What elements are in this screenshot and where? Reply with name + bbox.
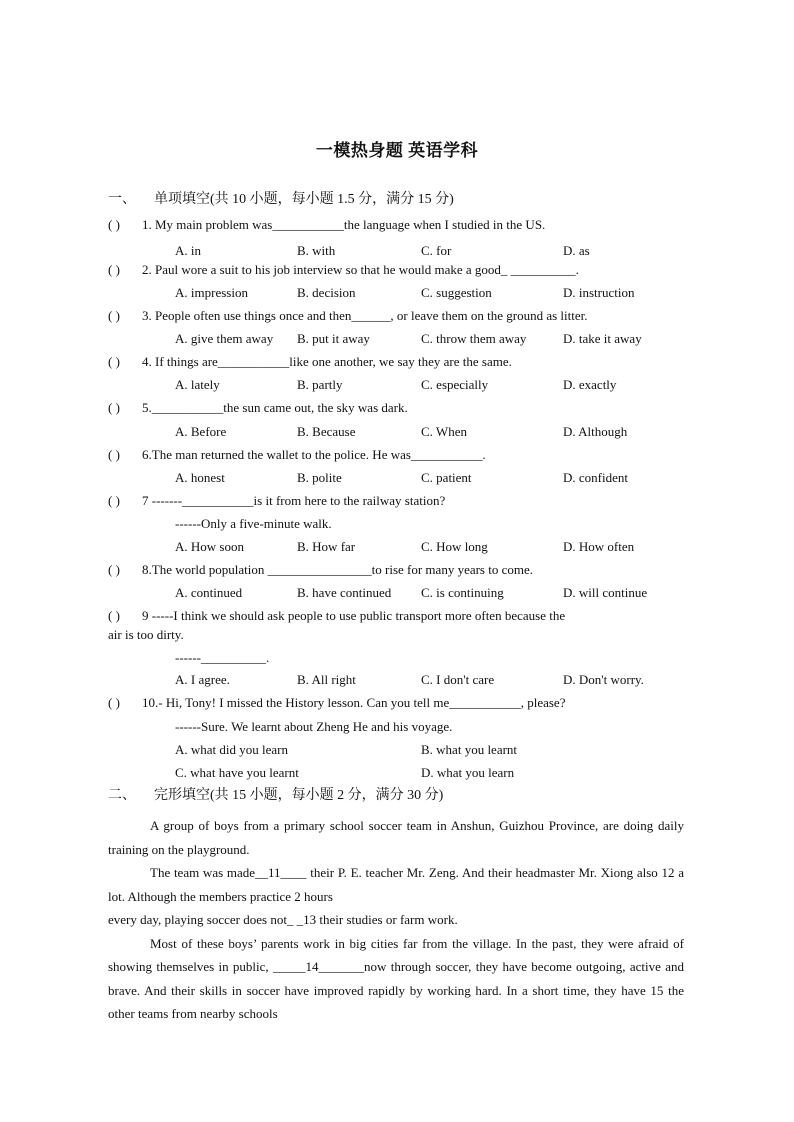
option-a: A. I agree.: [175, 672, 230, 687]
answer-blank[interactable]: ( ): [108, 217, 120, 232]
answer-blank[interactable]: ( ): [108, 493, 120, 508]
option-a: A. give them away: [175, 331, 274, 346]
option-b: B. with: [297, 243, 336, 258]
option-b: B. polite: [297, 470, 342, 485]
option-c: C. How long: [421, 539, 488, 554]
question-9: [108, 608, 565, 624]
question-stem: 2. Paul wore a suit to his job interview so that he would make a good_ __________.: [142, 262, 579, 277]
section-1-heading: [108, 188, 454, 208]
question-stem: 6.The man returned the wallet to the police. He was___________.: [142, 447, 486, 462]
option-a: A. lately: [175, 377, 220, 392]
section-2-heading: [108, 784, 443, 804]
option-c: C. patient: [421, 470, 472, 485]
question-7: [108, 493, 445, 509]
passage-paragraph-3: Most of these boys’ parents work in big cities far from the village. In the past, they were afraid of showing themselves in public, _____14_______now through soccer, they have become outgoing, active and brave. And their skills in soccer have improved rapidly by working hard. In a short time, they have 15 the other teams from nearby schools: [108, 935, 684, 1021]
answer-blank[interactable]: ( ): [108, 262, 120, 277]
option-d: D. How often: [563, 539, 635, 554]
option-c: C. I don't care: [421, 672, 495, 687]
option-d: D. instruction: [563, 285, 635, 300]
option-a: A. what did you learn: [175, 742, 289, 757]
question-5: [108, 400, 408, 416]
option-b: B. decision: [297, 285, 356, 300]
passage-paragraph-2: The team was made__11____ their P. E. teacher Mr. Zeng. And their headmaster Mr. Xiong also 12 a lot. Although the members practice 2 hours: [108, 865, 684, 904]
option-a: A. in: [175, 243, 201, 258]
option-a: A. continued: [175, 585, 243, 600]
option-b: B. All right: [297, 672, 356, 687]
passage-paragraph-2-continued: every day, playing soccer does not_ _13 their studies or farm work.: [108, 912, 458, 927]
option-a: A. Before: [175, 424, 227, 439]
option-b: B. have continued: [297, 585, 392, 600]
option-c: C. what have you learnt: [175, 765, 299, 780]
option-a: A. How soon: [175, 539, 244, 554]
passage-paragraph-1: A group of boys from a primary school soccer team in Anshun, Guizhou Province, are doing daily training on the playground.: [108, 818, 684, 857]
option-c: C. especially: [421, 377, 489, 392]
option-d: D. will continue: [563, 585, 648, 600]
cloze-passage: [108, 814, 684, 1026]
section-1-title: 单项填空(共 10 小题，每小题 1.5 分，满分 15 分): [154, 192, 454, 207]
question-stem: 10.- Hi, Tony! I missed the History lesson. Can you tell me___________, please?: [142, 695, 566, 710]
answer-blank[interactable]: ( ): [108, 400, 120, 415]
question-1: [108, 217, 545, 233]
answer-blank[interactable]: ( ): [108, 562, 120, 577]
question-3: [108, 308, 588, 324]
page-title: 一模热身题 英语学科: [315, 141, 479, 160]
option-b: B. partly: [297, 377, 343, 392]
option-c: C. throw them away: [421, 331, 527, 346]
option-d: D. what you learn: [421, 765, 515, 780]
option-d: D. exactly: [563, 377, 617, 392]
option-d: D. confident: [563, 470, 628, 485]
section-1-number: 一、: [108, 192, 136, 207]
option-c: C. is continuing: [421, 585, 504, 600]
question-9-stem-continued: air is too dirty.: [108, 627, 184, 642]
question-9-reply: ------__________.: [175, 650, 270, 665]
question-stem: 4. If things are___________like one another, we say they are the same.: [142, 354, 512, 369]
answer-blank[interactable]: ( ): [108, 308, 120, 323]
section-2-title: 完形填空(共 15 小题，每小题 2 分，满分 30 分): [154, 788, 444, 803]
option-a: A. honest: [175, 470, 225, 485]
question-7-reply: ------Only a five-minute walk.: [175, 516, 332, 531]
question-10-reply: ------Sure. We learnt about Zheng He and his voyage.: [175, 719, 453, 734]
option-d: D. take it away: [563, 331, 642, 346]
question-8: [108, 562, 533, 578]
option-d: D. as: [563, 243, 590, 258]
answer-blank[interactable]: ( ): [108, 695, 120, 710]
answer-blank[interactable]: ( ): [108, 608, 120, 623]
question-4: [108, 354, 512, 370]
answer-blank[interactable]: ( ): [108, 354, 120, 369]
option-d: D. Don't worry.: [563, 672, 644, 687]
question-10: [108, 695, 565, 711]
option-b: B. How far: [297, 539, 356, 554]
option-b: B. Because: [297, 424, 356, 439]
question-stem: 7 -------___________is it from here to the railway station?: [142, 493, 446, 508]
question-stem: 3. People often use things once and then______, or leave them on the ground as litter.: [142, 308, 588, 323]
answer-blank[interactable]: ( ): [108, 447, 120, 462]
question-6: [108, 447, 486, 463]
section-2-number: 二、: [108, 788, 136, 803]
option-c: C. for: [421, 243, 452, 258]
option-b: B. what you learnt: [421, 742, 518, 757]
option-c: C. suggestion: [421, 285, 492, 300]
question-stem: 5.___________the sun came out, the sky was dark.: [142, 400, 408, 415]
question-stem: 8.The world population ________________to rise for many years to come.: [142, 562, 534, 577]
option-b: B. put it away: [297, 331, 370, 346]
option-a: A. impression: [175, 285, 248, 300]
option-c: C. When: [421, 424, 467, 439]
question-2: [108, 262, 579, 278]
question-stem: 1. My main problem was___________the language when I studied in the US.: [142, 217, 546, 232]
question-stem: 9 -----I think we should ask people to use public transport more often because the: [142, 608, 566, 623]
option-d: D. Although: [563, 424, 628, 439]
